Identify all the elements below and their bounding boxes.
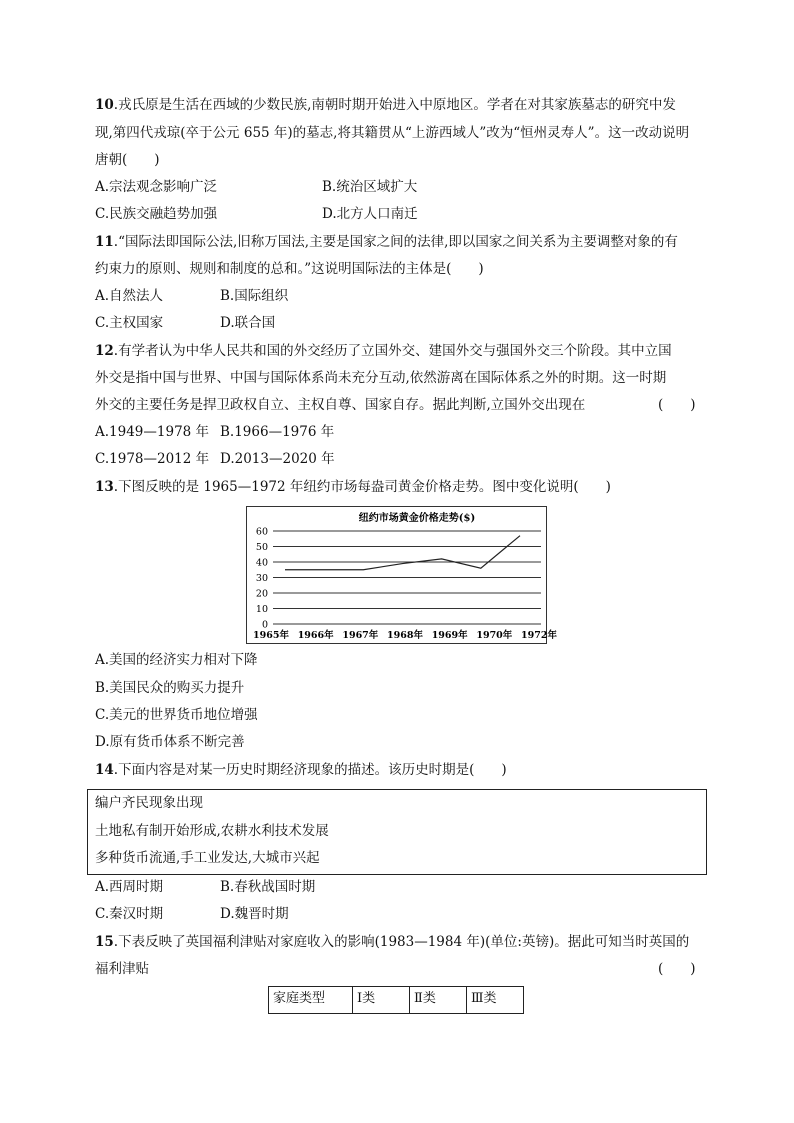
q14-box-line-2: 土地私有制开始形成,农耕水利技术发展 — [95, 823, 329, 839]
q11-line-1: 11.“国际法即国际公法,旧称万国法,主要是国家之间的法律,即以国家之间关系为主要调整对象的有 — [95, 234, 678, 250]
q12-number: 12 — [95, 343, 114, 359]
q10-option-b[interactable]: B.统治区域扩大 — [322, 179, 418, 195]
q14-box-line-1: 编户齐民现象出现 — [95, 795, 203, 811]
y-tick-label: 50 — [255, 542, 268, 553]
q10-line-2: 现,第四代戎琼(卒于公元 655 年)的墓志,将其籍贯从“上游西域人”改为“恒州灵寿人”。这一改动说明 — [95, 125, 690, 141]
q10-line-3: 唐朝( ) — [95, 152, 160, 168]
table-header-cell: 家庭类型 — [269, 987, 353, 1014]
table-header-cell: Ⅱ类 — [410, 987, 467, 1014]
chart-title: 纽约市场黄金价格走势($) — [358, 513, 476, 524]
q10-option-d[interactable]: D.北方人口南迁 — [322, 206, 418, 222]
q13-option-c[interactable]: C.美元的世界货币地位增强 — [95, 707, 258, 723]
q13-line-1: 13.下图反映的是 1965—1972 年纽约市场每盎司黄金价格走势。图中变化说明( ) — [95, 479, 611, 495]
q12-option-d[interactable]: D.2013—2020 年 — [220, 451, 335, 467]
q11-number: 11 — [95, 234, 114, 250]
y-tick-label: 30 — [255, 573, 268, 584]
q14-option-b[interactable]: B.春秋战国时期 — [220, 879, 316, 895]
q11-option-c[interactable]: C.主权国家 — [95, 315, 164, 331]
y-tick-label: 20 — [255, 588, 268, 600]
q14-box-line-3: 多种货币流通,手工业发达,大城市兴起 — [95, 850, 320, 866]
x-tick-label: 1972年 — [521, 630, 557, 641]
q12-line-2: 外交是指中国与世界、中国与国际体系尚未充分互动,依然游离在国际体系之外的时期。这一时期 — [95, 370, 667, 386]
q12-option-b[interactable]: B.1966—1976 年 — [220, 424, 335, 440]
y-tick-label: 10 — [255, 604, 268, 615]
q12-line-3: 外交的主要任务是捍卫政权自立、主权自尊、国家自存。据此判断,立国外交出现在 — [95, 397, 586, 413]
x-tick-label: 1966年 — [297, 630, 334, 641]
q10-option-a[interactable]: A.宗法观念影响广泛 — [95, 179, 218, 195]
chart-svg — [247, 507, 557, 643]
q13-number: 13 — [95, 479, 114, 495]
table-header-cell: Ⅰ类 — [353, 987, 410, 1014]
q13-option-d[interactable]: D.原有货币体系不断完善 — [95, 734, 245, 750]
q15-line-2: 福利津贴 — [95, 961, 149, 977]
gold-price-chart — [246, 506, 557, 644]
q10-number: 10 — [95, 97, 114, 113]
q14-number: 14 — [95, 762, 114, 778]
q12-option-a[interactable]: A.1949—1978 年 — [95, 424, 210, 440]
table-header-cell: Ⅲ类 — [467, 987, 524, 1014]
q15-answer-paren[interactable]: ( ) — [658, 961, 696, 977]
q11-line-2: 约束力的原则、规则和制度的总和。”这说明国际法的主体是( ) — [95, 261, 484, 277]
q14-option-d[interactable]: D.魏晋时期 — [220, 906, 289, 922]
q14-description-box — [87, 789, 707, 875]
q11-option-b[interactable]: B.国际组织 — [220, 288, 289, 304]
q14-option-a[interactable]: A.西周时期 — [95, 879, 164, 895]
q15-table — [268, 986, 524, 1014]
x-tick-label: 1969年 — [431, 630, 468, 641]
series-line — [285, 536, 520, 570]
q10-option-c[interactable]: C.民族交融趋势加强 — [95, 206, 218, 222]
q14-option-c[interactable]: C.秦汉时期 — [95, 906, 164, 922]
x-tick-label: 1967年 — [342, 630, 379, 641]
q12-line-1: 12.有学者认为中华人民共和国的外交经历了立国外交、建国外交与强国外交三个阶段。其中立国 — [95, 343, 672, 359]
q11-option-a[interactable]: A.自然法人 — [95, 288, 164, 304]
q13-option-b[interactable]: B.美国民众的购买力提升 — [95, 680, 245, 696]
x-tick-label: 1970年 — [476, 630, 513, 641]
q15-number: 15 — [95, 934, 114, 950]
q12-answer-paren[interactable]: ( ) — [658, 397, 696, 413]
x-tick-label: 1965年 — [253, 630, 289, 641]
q13-option-a[interactable]: A.美国的经济实力相对下降 — [95, 652, 258, 668]
table-header-row — [269, 987, 524, 1014]
x-tick-label: 1968年 — [387, 630, 423, 641]
q14-line-1: 14.下面内容是对某一历史时期经济现象的描述。该历史时期是( ) — [95, 762, 507, 778]
y-tick-label: 60 — [255, 526, 268, 538]
q15-line-1: 15.下表反映了英国福利津贴对家庭收入的影响(1983—1984 年)(单位:英镑)。据此可知当时英国的 — [95, 934, 690, 950]
y-tick-label: 0 — [261, 619, 268, 631]
y-tick-label: 40 — [255, 557, 268, 569]
q11-option-d[interactable]: D.联合国 — [220, 315, 276, 331]
q12-option-c[interactable]: C.1978—2012 年 — [95, 451, 210, 467]
q10-line-1: 10.戎氏原是生活在西域的少数民族,南朝时期开始进入中原地区。学者在对其家族墓志的研究中发 — [95, 97, 676, 113]
